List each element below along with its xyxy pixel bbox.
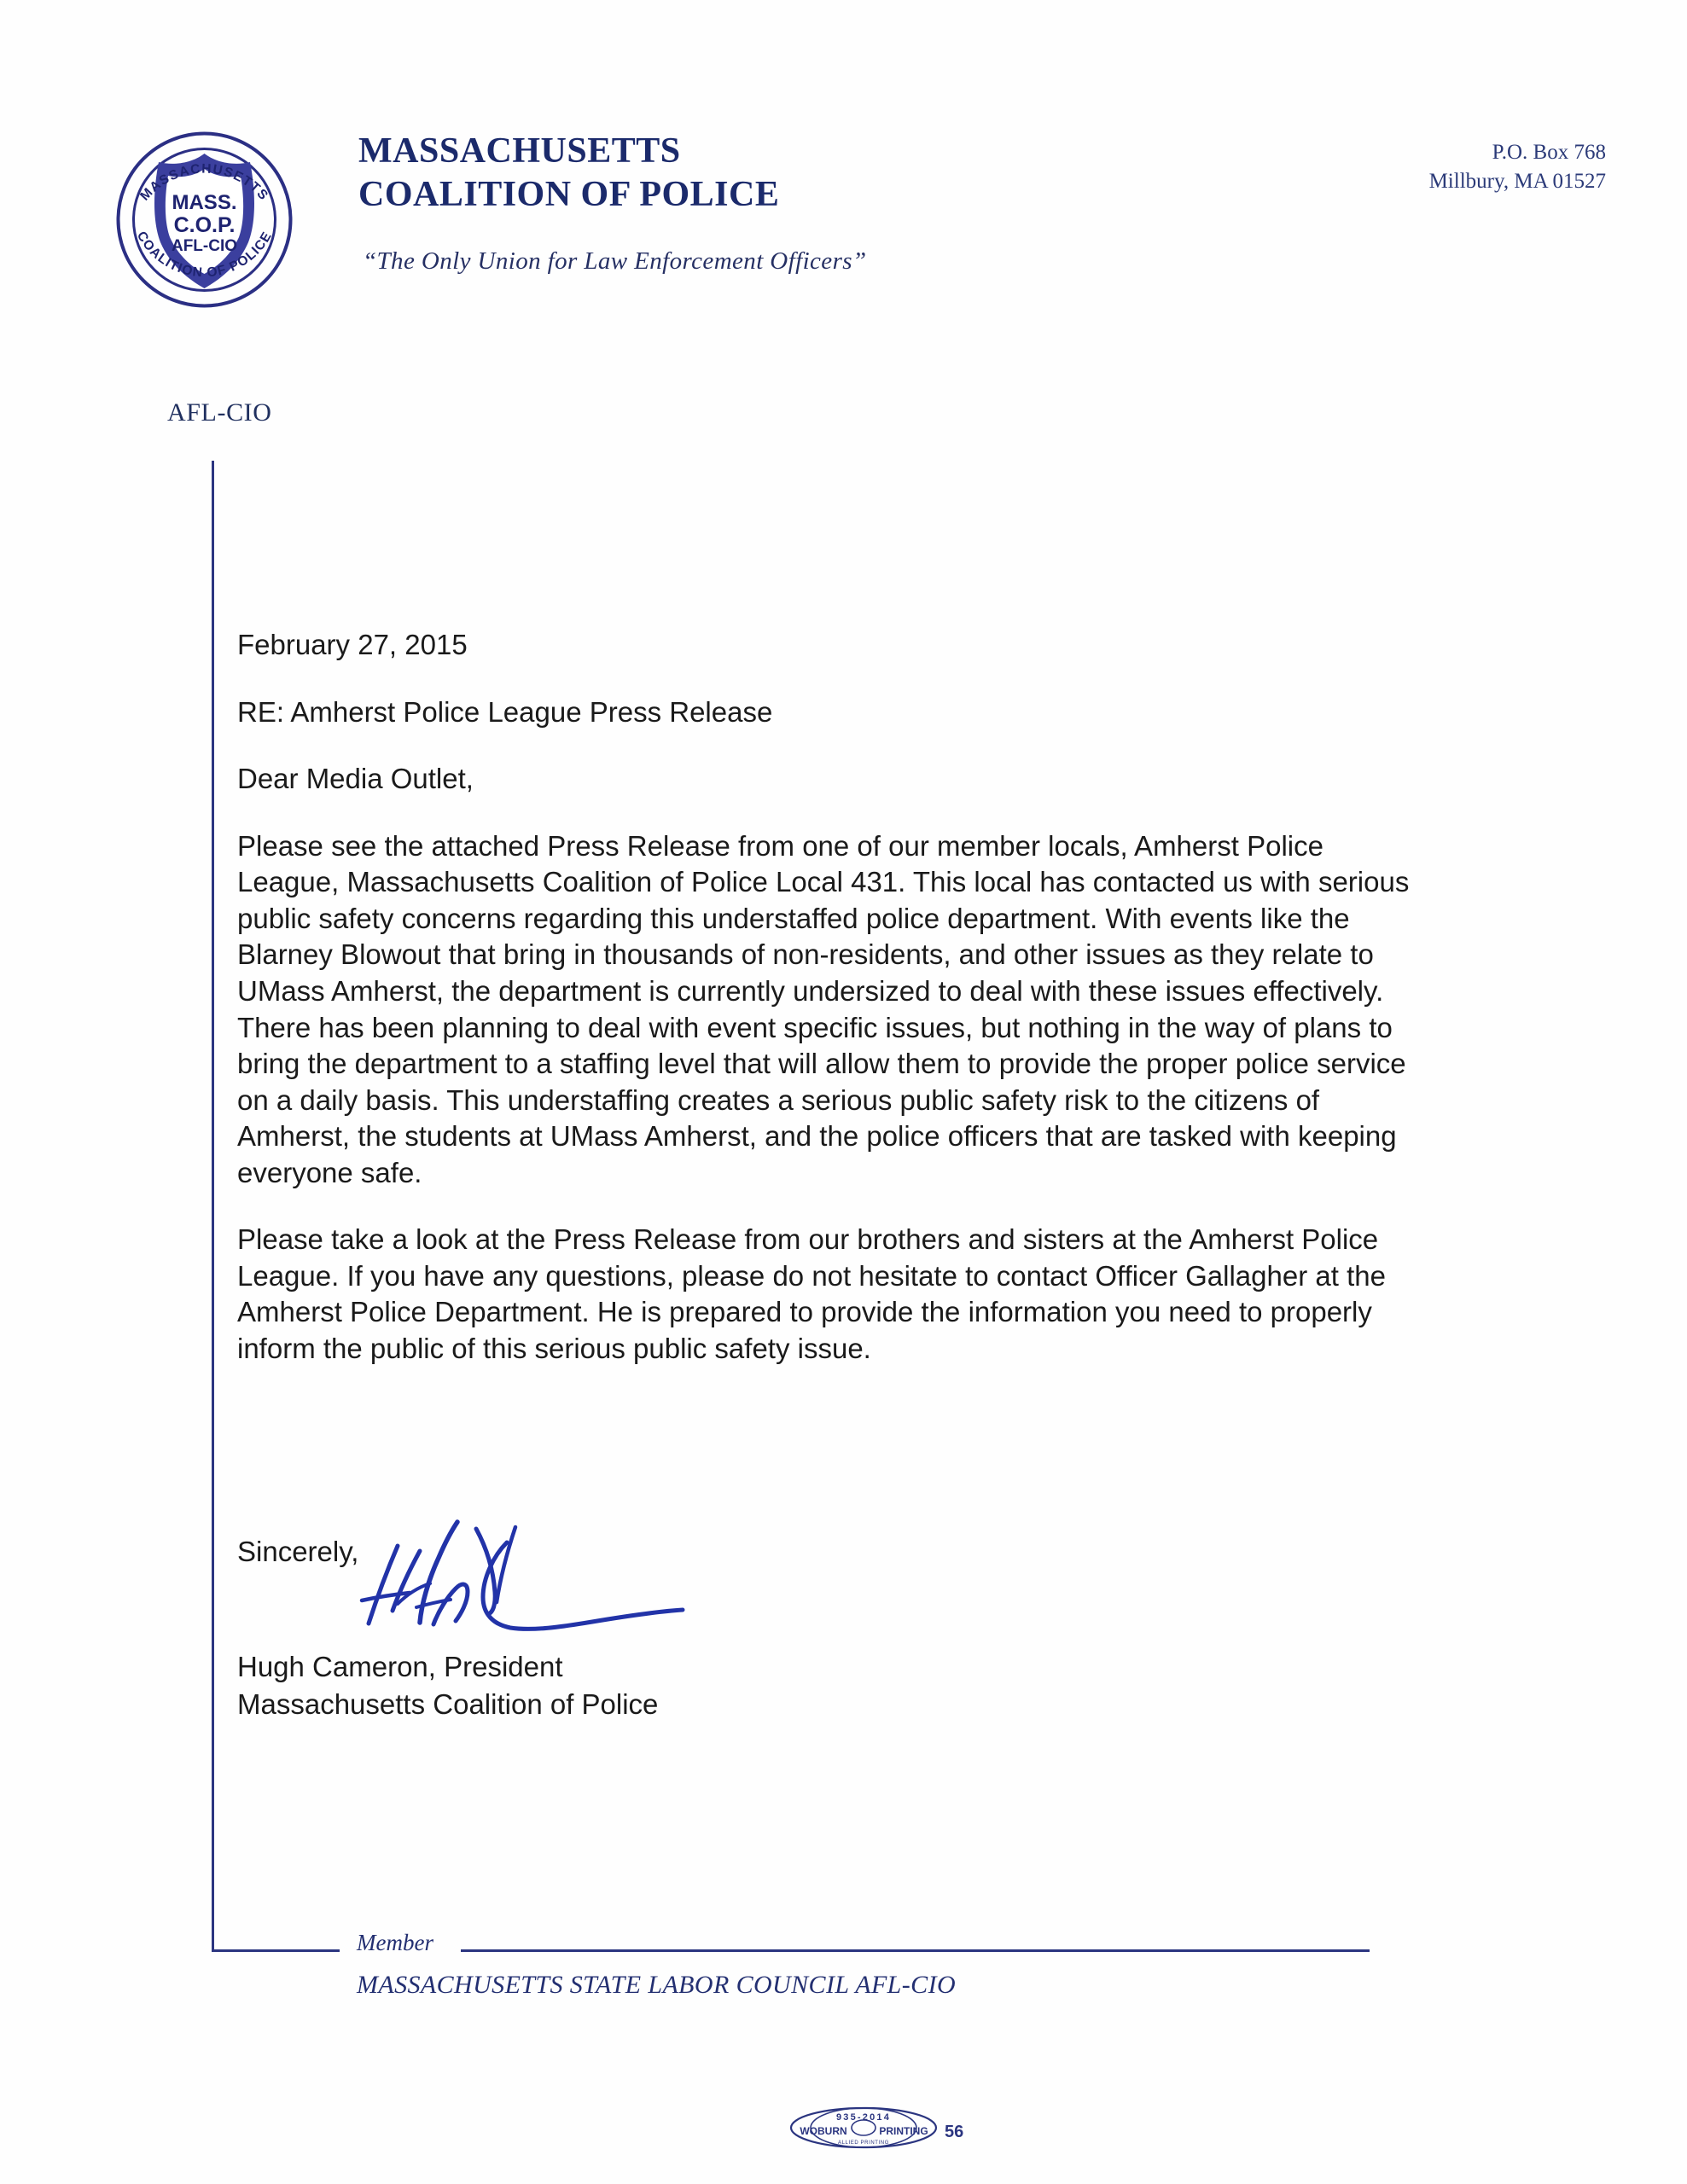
footer-rule-right-segment (461, 1949, 1370, 1952)
svg-text:AFL-CIO: AFL-CIO (171, 237, 238, 255)
letter-body (237, 627, 1423, 1398)
signer-name: Hugh Cameron, President (237, 1651, 563, 1682)
left-margin-rule (212, 461, 214, 1951)
mailing-address (1429, 138, 1606, 196)
letter-closing: Sincerely, (237, 1536, 359, 1567)
svg-text:C.O.P.: C.O.P. (173, 213, 236, 237)
footer-member-label: Member (357, 1930, 433, 1955)
footer-rule-left-segment (212, 1949, 340, 1952)
letter-subject: RE: Amherst Police League Press Release (237, 695, 773, 728)
svg-text:935-2014: 935-2014 (835, 2112, 892, 2123)
organization-name (358, 130, 779, 217)
svg-text:MASS.: MASS. (172, 191, 237, 214)
footer-council-name: MASSACHUSETTS STATE LABOR COUNCIL AFL-CIO (357, 1971, 957, 1999)
signer-organization: Massachusetts Coalition of Police (237, 1687, 659, 1720)
svg-text:WOBURN: WOBURN (800, 2125, 847, 2137)
address-line-1: P.O. Box 768 (1492, 141, 1606, 164)
letterhead (0, 119, 1687, 427)
signer-identity (237, 1648, 658, 1722)
handwritten-signature-icon (348, 1508, 707, 1636)
union-printing-bug-icon (789, 2106, 964, 2150)
affiliation-label: AFL-CIO (167, 398, 272, 427)
svg-text:PRINTING: PRINTING (879, 2125, 928, 2137)
organization-name-line2: COALITION OF POLICE (358, 175, 780, 215)
svg-text:MASSACHUSETTS: MASSACHUSETTS (137, 161, 271, 204)
letter-salutation: Dear Media Outlet, (237, 763, 474, 795)
organization-name-line1: MASSACHUSETTS (358, 131, 681, 171)
print-bug-number: 56 (945, 2123, 964, 2141)
address-line-2: Millbury, MA 01527 (1428, 169, 1606, 193)
letter-date: February 27, 2015 (237, 629, 468, 660)
svg-text:COALITION OF POLICE: COALITION OF POLICE (133, 229, 276, 281)
letter-paragraph-2: Please take a look at the Press Release from our brothers and sisters at the Amherst Police League. If you have any questions, please do not hesitate to contact Officer Gallagher at the Amherst Police Department. He is prepared to provide the information you need to properly inform the public of this serious public safety issue. (237, 1223, 1386, 1364)
tagline: “The Only Union for Law Enforcement Officers” (363, 247, 867, 275)
police-badge-seal-icon (113, 128, 296, 311)
letter-paragraph-1: Please see the attached Press Release from one of our member locals, Amherst Police League, Massachusetts Coalition of Police Local 431. This local has contacted us with serious public safety concerns regarding this understaffed police department. With events like the Blarney Blowout that bring in thousands of non-residents, and other issues as they relate to UMass Amherst, the department is currently undersized to deal with these issues effectively. There has been planning to deal with event specific issues, but nothing in the way of plans to bring the department to a staffing level that will allow them to provide the proper police service on a daily basis. This understaffing creates a serious public safety risk to the citizens of Amherst, the students at UMass Amherst, and the police officers that are tasked with keeping everyone safe. (237, 829, 1410, 1188)
svg-text:ALLIED PRINTING: ALLIED PRINTING (837, 2140, 890, 2146)
